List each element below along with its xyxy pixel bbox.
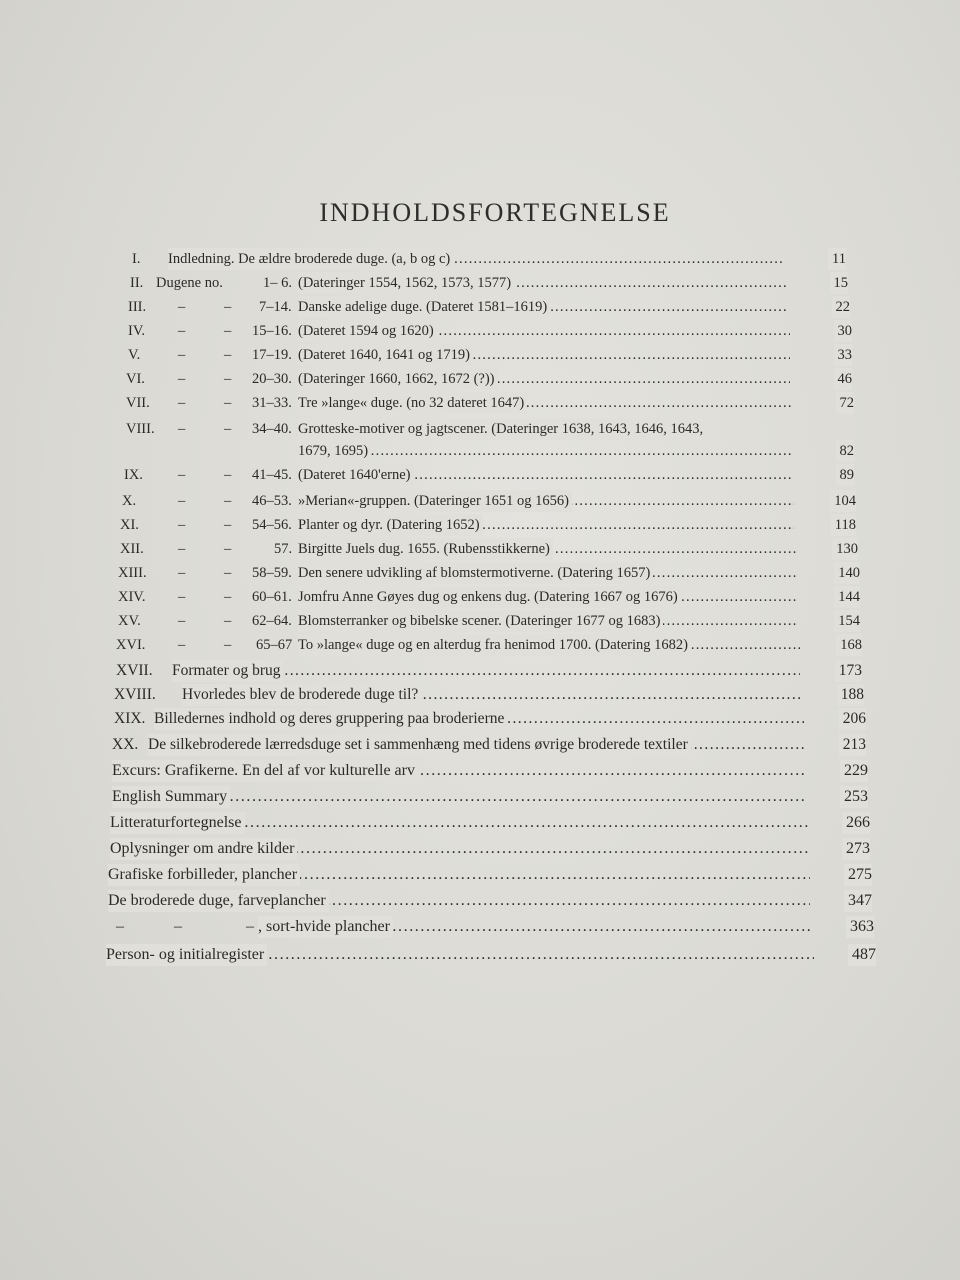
page-number: 11 — [828, 248, 846, 270]
ditto-mark: – — [246, 918, 254, 935]
number-range: 62–64. — [252, 613, 292, 629]
page-number: 173 — [835, 660, 862, 682]
toc-entry — [112, 760, 868, 782]
chapter-number: XVII. — [116, 662, 153, 679]
chapter-number: IV. — [128, 323, 146, 339]
entry-title: Formater og brug — [172, 660, 283, 682]
toc-entry — [110, 812, 870, 834]
toc-entry — [118, 586, 860, 608]
entry-title: English Summary — [112, 786, 230, 808]
chapter-number: III. — [128, 299, 147, 315]
ditto-mark: – — [178, 323, 186, 339]
page-number: 82 — [836, 440, 855, 462]
entry-title: Grotteske-motiver og jagtscener. (Dateringer 1638, 1643, 1646, 1643, — [298, 418, 706, 440]
chapter-number: XI. — [120, 517, 139, 533]
ditto-mark: – — [224, 395, 232, 411]
dot-leader — [298, 440, 792, 462]
ditto-mark: – — [178, 467, 186, 483]
number-range: 57. — [274, 541, 293, 557]
entry-title: Blomsterranker og bibelske scener. (Dateringer 1677 og 1683) — [298, 610, 663, 632]
chapter-number: XII. — [120, 541, 144, 557]
page-number: 273 — [842, 838, 870, 860]
toc-entry — [132, 248, 846, 270]
page-number: 72 — [836, 392, 855, 414]
entry-title: (Dateret 1594 og 1620) — [298, 320, 437, 342]
ditto-mark: – — [178, 371, 186, 387]
page-number: 213 — [839, 734, 866, 756]
chapter-number: VI. — [126, 371, 145, 387]
page-number: 275 — [844, 864, 872, 886]
page-number: 487 — [848, 944, 876, 966]
chapter-number: II. — [130, 275, 144, 291]
ditto-mark: – — [178, 421, 186, 437]
ditto-mark: – — [116, 918, 124, 935]
entry-title: Grafiske forbilleder, plancher — [108, 864, 300, 886]
entry-title: Indledning. De ældre broderede duge. (a, b og c) — [168, 248, 453, 270]
page-number: 140 — [834, 562, 860, 584]
ditto-mark: – — [224, 517, 232, 533]
page-number: 89 — [836, 464, 855, 486]
page-number: 144 — [834, 586, 860, 608]
entry-title: Person- og initialregister — [106, 944, 267, 966]
chapter-number: XVIII. — [114, 686, 156, 703]
ditto-mark: – — [224, 541, 232, 557]
ditto-mark: – — [178, 517, 186, 533]
number-range: 17–19. — [252, 347, 292, 363]
page-number: 154 — [834, 610, 860, 632]
page-number: 22 — [832, 296, 851, 318]
chapter-number: XIX. — [114, 710, 146, 727]
page-number: 30 — [834, 320, 853, 342]
entry-title: Danske adelige duge. (Dateret 1581–1619) — [298, 296, 550, 318]
toc-entry — [118, 562, 860, 584]
page-number: 118 — [831, 514, 856, 536]
toc-entry — [126, 418, 854, 440]
page-number: 363 — [846, 916, 874, 938]
ditto-mark: – — [178, 541, 186, 557]
number-range: 60–61. — [252, 589, 292, 605]
chapter-number: X. — [122, 493, 137, 509]
toc-entry — [114, 708, 866, 730]
entry-title: Hvorledes blev de broderede duge til? — [182, 684, 421, 706]
entry-title-line-2: 1679, 1695) — [298, 440, 371, 462]
entry-title: , sort-hvide plancher — [258, 916, 393, 938]
ditto-mark: – — [224, 323, 232, 339]
toc-entry — [126, 392, 854, 414]
ditto-mark: – — [224, 565, 232, 581]
toc-entry — [112, 734, 866, 756]
ditto-mark: – — [224, 637, 232, 653]
toc-entry — [122, 490, 856, 512]
toc-entry — [106, 916, 874, 938]
page-number: 266 — [842, 812, 870, 834]
chapter-number: XIV. — [118, 589, 146, 605]
entry-title: (Dateringer 1660, 1662, 1672 (?)) — [298, 368, 498, 390]
page-number: 168 — [836, 634, 862, 656]
number-range: 54–56. — [252, 517, 292, 533]
toc-entry — [112, 786, 868, 808]
toc-entry — [126, 368, 852, 390]
toc-entry — [114, 684, 864, 706]
page-number: 188 — [837, 684, 864, 706]
ditto-mark: – — [174, 918, 182, 935]
toc-entry — [128, 344, 852, 366]
page-number: 33 — [834, 344, 853, 366]
number-range: 58–59. — [252, 565, 292, 581]
page-title: INDHOLDSFORTEGNELSE — [319, 198, 671, 227]
page-number: 104 — [830, 490, 856, 512]
toc-entry — [106, 944, 876, 966]
toc-entry-continuation — [126, 440, 854, 462]
entry-title: »Merian«-gruppen. (Dateringer 1651 og 1656) — [298, 490, 572, 512]
toc-entry — [108, 890, 872, 912]
entry-title: (Dateret 1640'erne) — [298, 464, 414, 486]
entry-title: Oplysninger om andre kilder — [110, 838, 297, 860]
ditto-mark: – — [224, 493, 232, 509]
ditto-mark: – — [178, 613, 186, 629]
chapter-number: VIII. — [126, 421, 155, 437]
ditto-mark: – — [178, 299, 186, 315]
toc-entry — [120, 538, 858, 560]
entry-title: Planter og dyr. (Datering 1652) — [298, 514, 483, 536]
chapter-number: XV. — [118, 613, 141, 629]
number-range: 41–45. — [252, 467, 292, 483]
entry-title: Litteraturfortegnelse — [110, 812, 245, 834]
number-range: 34–40. — [252, 421, 292, 437]
entry-title: To »lange« duge og en alterdug fra henimod 1700. (Datering 1682) — [298, 634, 691, 656]
ditto-mark: – — [178, 589, 186, 605]
entry-title: De silkebroderede lærredsduge set i sammenhæng med tidens øvrige broderede textiler — [148, 734, 691, 756]
toc-entry — [124, 464, 854, 486]
entry-prefix: Dugene no. — [156, 275, 223, 291]
page-number: 253 — [840, 786, 868, 808]
chapter-number: XVI. — [116, 637, 146, 653]
ditto-mark: – — [178, 493, 186, 509]
number-range: 46–53. — [252, 493, 292, 509]
ditto-mark: – — [224, 299, 232, 315]
entry-title: (Dateret 1640, 1641 og 1719) — [298, 344, 473, 366]
entry-title: De broderede duge, farveplancher — [108, 890, 329, 912]
toc-entry — [108, 864, 872, 886]
chapter-number: VII. — [126, 395, 150, 411]
page-number: 206 — [839, 708, 866, 730]
number-range: 1– 6. — [263, 275, 292, 291]
entry-title: Excurs: Grafikerne. En del af vor kulturelle arv — [112, 760, 418, 782]
toc-entry — [118, 610, 860, 632]
entry-title: (Dateringer 1554, 1562, 1573, 1577) — [298, 272, 514, 294]
number-range: 20–30. — [252, 371, 292, 387]
number-range: 7–14. — [259, 299, 292, 315]
toc-entry — [130, 272, 848, 294]
page-number: 347 — [844, 890, 872, 912]
toc-entry — [128, 320, 852, 342]
chapter-number: IX. — [124, 467, 143, 483]
ditto-mark: – — [178, 395, 186, 411]
ditto-mark: – — [178, 637, 186, 653]
number-range: 15–16. — [252, 323, 292, 339]
toc-entry — [116, 634, 862, 656]
page-number: 15 — [830, 272, 849, 294]
chapter-number: V. — [128, 347, 141, 363]
chapter-number: XX. — [112, 736, 139, 753]
number-range: 31–33. — [252, 395, 292, 411]
toc-entry — [116, 660, 862, 682]
toc-entry — [110, 838, 870, 860]
ditto-mark: – — [224, 347, 232, 363]
entry-title: Den senere udvikling af blomstermotiverne. (Datering 1657) — [298, 562, 653, 584]
entry-title: Birgitte Juels dug. 1655. (Rubensstikkerne) — [298, 538, 553, 560]
chapter-number: I. — [132, 251, 141, 267]
page-number: 229 — [840, 760, 868, 782]
ditto-mark: – — [178, 347, 186, 363]
entry-title: Jomfru Anne Gøyes dug og enkens dug. (Datering 1667 og 1676) — [298, 586, 681, 608]
ditto-mark: – — [224, 467, 232, 483]
ditto-mark: – — [224, 589, 232, 605]
page-number: 46 — [834, 368, 853, 390]
ditto-mark: – — [224, 613, 232, 629]
ditto-mark: – — [178, 565, 186, 581]
entry-title: Tre »lange« duge. (no 32 dateret 1647) — [298, 392, 527, 414]
toc-entry — [128, 296, 850, 318]
entry-title: Billedernes indhold og deres gruppering paa broderierne — [154, 708, 507, 730]
number-range: 65–67 — [256, 637, 293, 653]
page-number: 130 — [832, 538, 858, 560]
ditto-mark: – — [224, 371, 232, 387]
chapter-number: XIII. — [118, 565, 147, 581]
ditto-mark: – — [224, 421, 232, 437]
toc-entry — [120, 514, 856, 536]
